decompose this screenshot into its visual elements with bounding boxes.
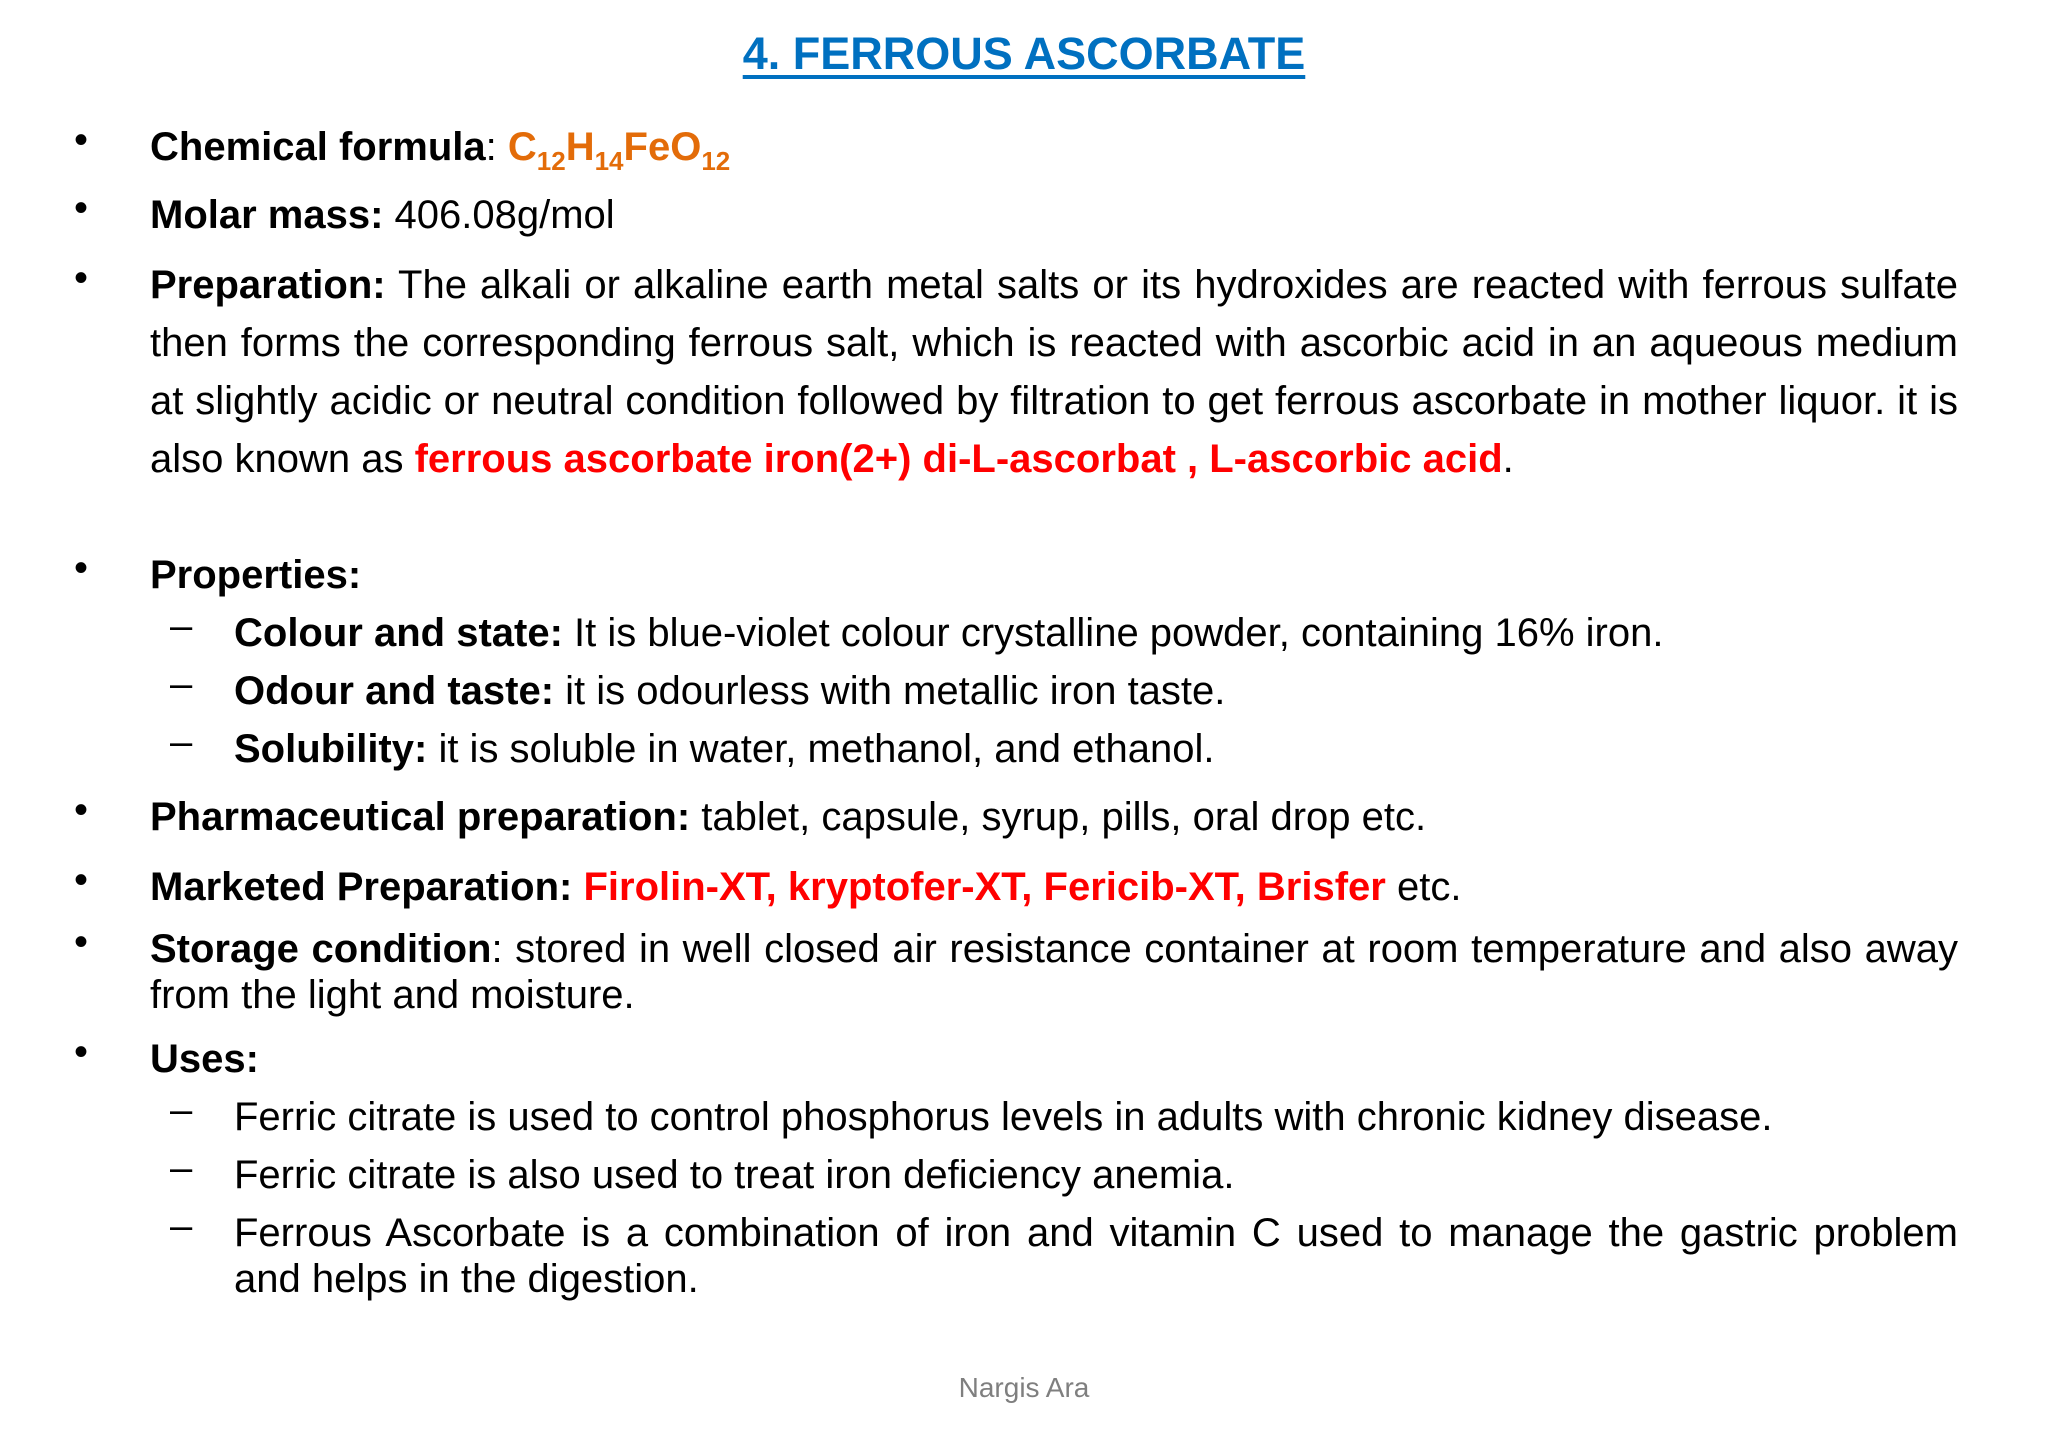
property-item: Odour and taste: it is odourless with metallic iron taste. bbox=[234, 669, 1226, 713]
preparation-highlight: ferrous ascorbate iron(2+) di-L-ascorbat , L-ascorbic acid bbox=[414, 437, 1503, 481]
use-item: Ferric citrate is used to control phosphorus levels in adults with chronic kidney disease. bbox=[234, 1095, 1773, 1139]
dash-marker: – bbox=[170, 1204, 193, 1248]
bullet-marker: • bbox=[74, 118, 89, 162]
footer-author: Nargis Ara bbox=[958, 1372, 1090, 1403]
preparation-text: The alkali or alkaline earth metal salts or its hydroxides are reacted with ferrous sulfate then forms the corresponding ferrous salt, which is reacted with ascorbic acid in an aqueous medium at slightly acidic or neutral condition followed by filtration to get ferrous ascorbate in mother liquor. it is also known as bbox=[150, 263, 1958, 481]
page-title: 4. FERROUS ASCORBATE bbox=[742, 28, 1306, 79]
formula-line bbox=[150, 118, 1958, 176]
formula-value: $C_{12}H_{14}FeO_{12}$ bbox=[507, 125, 731, 176]
storage-paragraph: Storage condition: stored in well closed air resistance container at room temperature and also away from the light and moisture. bbox=[150, 927, 1959, 1017]
preparation-paragraph bbox=[150, 256, 1958, 488]
properties-heading: Properties: bbox=[150, 553, 362, 597]
molar-mass-line bbox=[150, 186, 1958, 244]
use-item: Ferric citrate is also used to treat iron deficiency anemia. bbox=[234, 1153, 1235, 1197]
dash-marker: – bbox=[170, 1088, 193, 1132]
marketed-highlight: Firolin-XT, kryptofer-XT, Fericib-XT, Brisfer bbox=[583, 865, 1386, 909]
dash-marker: – bbox=[170, 604, 193, 648]
bullet-marker: • bbox=[74, 858, 89, 902]
preparation-label: Preparation: bbox=[150, 263, 386, 307]
uses-heading: Uses: bbox=[150, 1037, 259, 1081]
dash-marker: – bbox=[170, 720, 193, 764]
formula-sep: : bbox=[485, 125, 508, 169]
molar-mass-label: Molar mass: bbox=[150, 193, 384, 237]
molar-mass-value: 406.08g/mol bbox=[383, 193, 615, 237]
bullet-marker: • bbox=[74, 1030, 89, 1074]
formula-label: Chemical formula bbox=[150, 125, 486, 169]
preparation-end: . bbox=[1502, 437, 1514, 481]
dash-marker: – bbox=[170, 662, 193, 706]
bullet-marker: • bbox=[74, 920, 89, 964]
bullet-marker: • bbox=[74, 788, 89, 832]
use-item: Ferrous Ascorbate is a combination of iron and vitamin C used to manage the gastric problem and helps in the digestion. bbox=[234, 1211, 1958, 1301]
dash-marker: – bbox=[170, 1146, 193, 1190]
pharma-line: Pharmaceutical preparation: tablet, capsule, syrup, pills, oral drop etc. bbox=[150, 795, 1427, 839]
bullet-marker: • bbox=[74, 546, 89, 590]
bullet-marker: • bbox=[74, 256, 89, 300]
property-item: Colour and state: It is blue-violet colour crystalline powder, containing 16% iron. bbox=[234, 611, 1664, 655]
bullet-marker: • bbox=[74, 186, 89, 230]
marketed-line: Marketed Preparation: Firolin-XT, kryptofer-XT, Fericib-XT, Brisfer etc. bbox=[150, 865, 1462, 909]
property-item: Solubility: it is soluble in water, methanol, and ethanol. bbox=[234, 727, 1215, 771]
